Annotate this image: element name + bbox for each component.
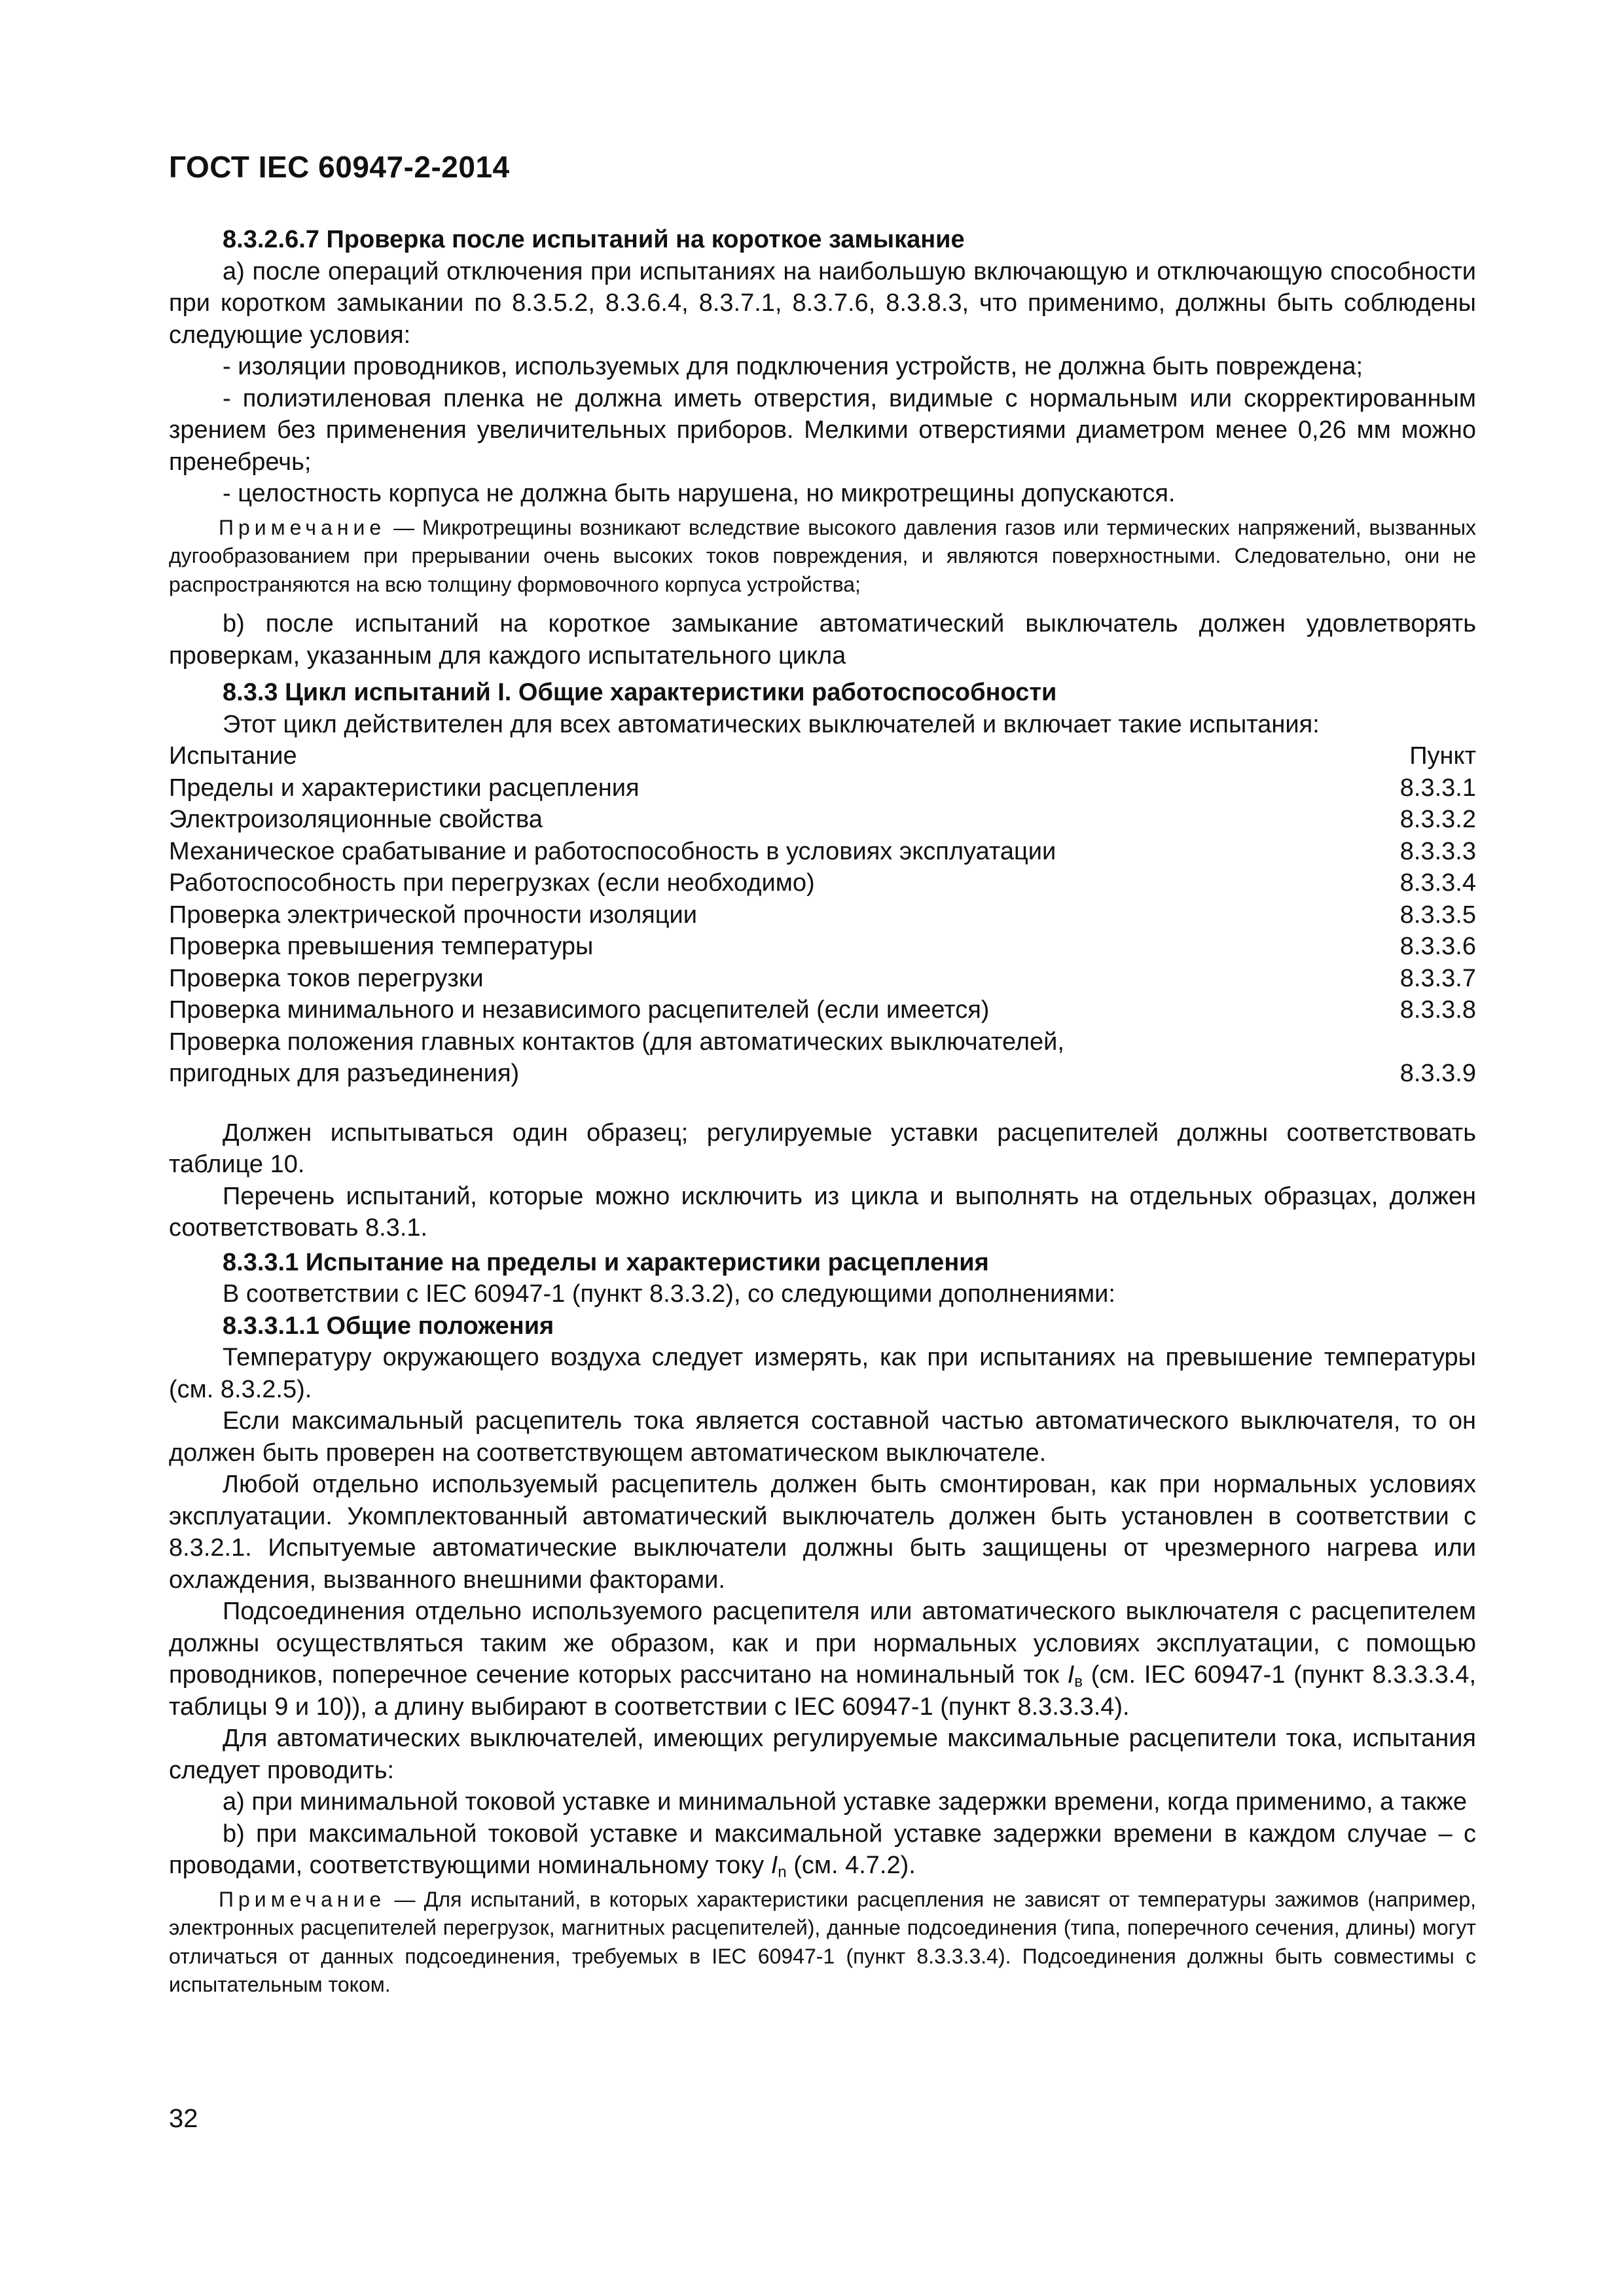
note-label: Примечание xyxy=(219,1887,386,1911)
paragraph-item-b-maximum: b) при максимальной токовой уставке и максимальной уставке задержки времени в каждом случае – с проводами, соответствующими номинальному току $I_n$ (см. 4.7.2). xyxy=(169,1820,1476,1881)
test-row xyxy=(169,804,1476,836)
note-microcracks xyxy=(169,514,1476,600)
paragraph-item-b: b) после испытаний на короткое замыкание автоматический выключатель должен удовлетворять проверкам, указанным для каждого испытательного цикла xyxy=(169,610,1476,670)
note-connections xyxy=(169,1886,1476,2000)
test-name-line-1: Проверка положения главных контактов (для автоматических выключателей, xyxy=(169,1028,1064,1056)
condition-item-1: - изоляции проводников, используемых для подключения устройств, не должна быть повреждена; xyxy=(223,353,1363,380)
test-name: Проверка минимального и независимого расцепителей (если имеется) xyxy=(169,996,990,1024)
test-clause: 8.3.3.6 xyxy=(1399,933,1476,960)
paragraph-one-sample: Должен испытываться один образец; регулируемые уставки расцепителей должны соответствовать таблице 10. xyxy=(169,1119,1476,1178)
test-name: Пределы и характеристики расцепления xyxy=(169,774,640,802)
paragraph-item-a-minimum: а) при минимальной токовой уставке и минимальной уставке задержки времени, когда применимо, а также xyxy=(223,1788,1468,1816)
condition-item-2: - полиэтиленовая пленка не должна иметь отверстия, видимые с нормальным или скорректированным зрением без применения увеличительных приборов. Мелкими отверстиями диаметром менее 0,26 мм можно пренебречь; xyxy=(169,384,1476,476)
test-name: Проверка превышения температуры xyxy=(169,933,594,960)
paragraph-item-a: а) после операций отключения при испытаниях на наибольшую включающую и отключающую способности при коротком замыкании по 8.3.5.2, 8.3.6.4, 8.3.7.1, 8.3.7.6, 8.3.8.3, что применимо, должны быть соблюдены следующие условия: xyxy=(169,257,1476,349)
test-row xyxy=(169,899,1476,931)
test-row xyxy=(169,772,1476,804)
note-text: — Для испытаний, в которых характеристики расцепления не зависят от температуры зажимов (например, электронных расцепителей перегрузок, магнитных расцепителей), данные подсоединения (типа, поперечного сечения, длины) могут отличаться от данных подсоединения, требуемых в IEC 60947-1 (пункт 8.3.3.3.4). Подсоединения должны быть совместимы с испытательным током. xyxy=(169,1887,1476,1996)
test-clause: 8.3.3.9 xyxy=(1399,1060,1476,1087)
condition-item-3: - целостность корпуса не должна быть нарушена, но микротрещины допускаются. xyxy=(223,480,1176,507)
test-name-line-2: пригодных для разъединения) xyxy=(169,1060,520,1087)
page-number: 32 xyxy=(169,2104,198,2133)
section-heading-8-3-3: 8.3.3 Цикл испытаний I. Общие характеристики работоспособности xyxy=(223,679,1057,706)
test-name: Электроизоляционные свойства xyxy=(169,806,543,833)
paragraph-ambient-temperature: Температуру окружающего воздуха следует измерять, как при испытаниях на превышение температуры (см. 8.3.2.5). xyxy=(169,1344,1476,1403)
test-row-last xyxy=(169,1026,1476,1090)
test-row xyxy=(169,963,1476,995)
note-text: — Микротрещины возникают вследствие высокого давления газов или термических напряжений, вызванных дугообразованием при прерывании очень высоких токов повреждения, и являются поверхностными. Следовательно, они не распространяются на всю толщину формовочного корпуса устройства; xyxy=(169,515,1476,596)
test-cycle-intro: Этот цикл действителен для всех автоматических выключателей и включает такие испытания: xyxy=(223,710,1320,738)
section-heading-8-3-2-6-7: 8.3.2.6.7 Проверка после испытаний на короткое замыкание xyxy=(223,226,965,253)
test-row xyxy=(169,931,1476,963)
test-clause: 8.3.3.4 xyxy=(1399,869,1476,897)
test-clause: 8.3.3.8 xyxy=(1399,996,1476,1024)
paragraph-connections: Подсоединения отдельно используемого расцепителя или автоматического выключателя с расцепителем должны осуществляться таким же образом, как и при нормальных условиях эксплуатации, с помощью проводников, поперечное сечение которых рассчитано на номинальный ток $I_в$ (см. IEC 60947-1 (пункт 8.3.3.3.4, таблицы 9 и 10)), а длину выбирают в соответствии с IEC 60947-1 (пункт 8.3.3.3.4). xyxy=(169,1598,1476,1721)
paragraph-adjustable-releases: Для автоматических выключателей, имеющих регулируемые максимальные расцепители тока, испытания следует проводить: xyxy=(169,1725,1476,1784)
test-clause: 8.3.3.2 xyxy=(1399,806,1476,833)
paragraph-release-mounting: Любой отдельно используемый расцепитель должен быть смонтирован, как при нормальных условиях эксплуатации. Укомплектованный автоматический выключатель должен быть установлен в соответствии с 8.3.2.1. Испытуемые автоматические выключатели должны быть защищены от чрезмерного нагрева или охлаждения, вызванного внешними факторами. xyxy=(169,1471,1476,1594)
symbol-current: I xyxy=(770,1852,778,1879)
paragraph-iec-reference: В соответствии с IEC 60947-1 (пункт 8.3.3.2), со следующими дополнениями: xyxy=(223,1280,1115,1308)
section-heading-8-3-3-1-1: 8.3.3.1.1 Общие положения xyxy=(223,1312,554,1340)
column-header-clause: Пункт xyxy=(1409,742,1476,770)
test-name: Механическое срабатывание и работоспособность в условиях эксплуатации xyxy=(169,837,1056,865)
test-row xyxy=(169,994,1476,1026)
section-heading-8-3-3-1: 8.3.3.1 Испытание на пределы и характеристики расцепления xyxy=(223,1248,989,1276)
paragraph-overcurrent-release: Если максимальный расцепитель тока является составной частью автоматического выключателя, то он должен быть проверен на соответствующем автоматическом выключателе. xyxy=(169,1407,1476,1467)
test-name: Работоспособность при перегрузках (если необходимо) xyxy=(169,869,815,897)
test-clause: 8.3.3.1 xyxy=(1399,774,1476,802)
document-id-header: ГОСТ IEC 60947-2-2014 xyxy=(169,150,510,184)
page-content xyxy=(169,224,1476,2009)
test-list xyxy=(169,740,1476,1090)
test-clause: 8.3.3.5 xyxy=(1399,901,1476,929)
test-row xyxy=(169,836,1476,868)
paragraph-excluded-tests: Перечень испытаний, которые можно исключить из цикла и выполнять на отдельных образцах, должен соответствовать 8.3.1. xyxy=(169,1182,1476,1242)
test-list-header xyxy=(169,740,1476,772)
test-row xyxy=(169,867,1476,899)
test-name: Проверка электрической прочности изоляции xyxy=(169,901,697,929)
test-name: Проверка токов перегрузки xyxy=(169,964,484,992)
test-clause: 8.3.3.3 xyxy=(1399,837,1476,865)
symbol-subscript: n xyxy=(778,1863,787,1881)
column-header-test: Испытание xyxy=(169,742,297,770)
test-clause: 8.3.3.7 xyxy=(1399,964,1476,992)
symbol-current: I xyxy=(1067,1661,1075,1689)
symbol-subscript: в xyxy=(1074,1673,1083,1691)
note-label: Примечание xyxy=(219,515,386,539)
